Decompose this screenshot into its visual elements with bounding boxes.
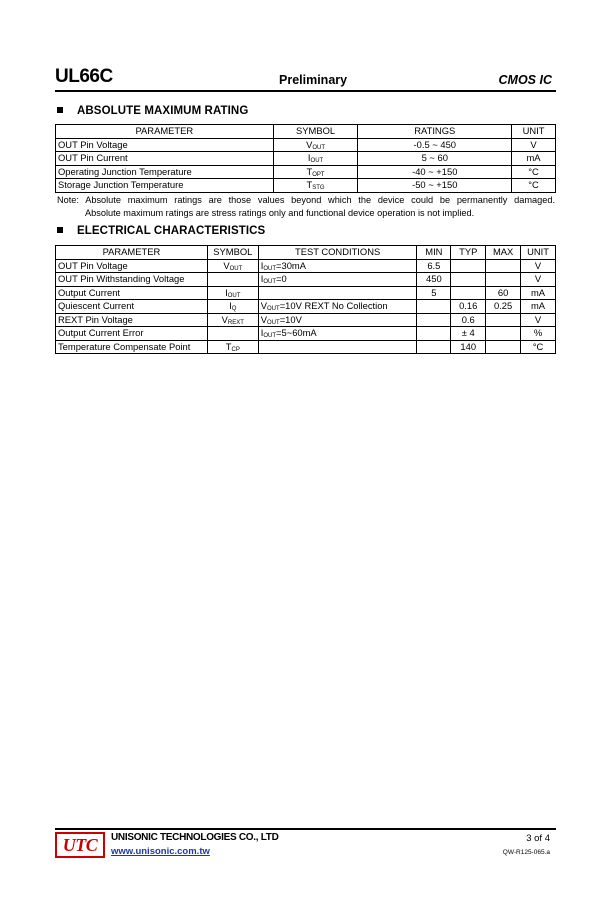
table-row xyxy=(56,300,556,314)
unit-cell: % xyxy=(521,327,556,341)
bullet-icon xyxy=(57,107,63,113)
unit-cell: mA xyxy=(521,300,556,314)
min-cell xyxy=(417,313,451,327)
symbol-cell xyxy=(207,286,258,300)
company-name: UNISONIC TECHNOLOGIES CO., LTD xyxy=(111,832,279,843)
column-header: SYMBOL xyxy=(273,125,358,139)
abs-max-table xyxy=(55,124,556,193)
symbol-subscript: CP xyxy=(231,346,240,353)
document-code: QW-R125-065.a xyxy=(502,849,550,856)
condition-value: =0 xyxy=(276,273,287,285)
condition-subscript: OUT xyxy=(267,306,280,313)
logo-text: UTC xyxy=(62,834,98,855)
abs-max-heading xyxy=(57,105,248,117)
min-cell: 6.5 xyxy=(417,259,451,273)
symbol-letter: I xyxy=(225,286,228,298)
condition-symbol: V xyxy=(260,300,268,312)
page-footer xyxy=(55,828,556,862)
table-row xyxy=(56,138,556,152)
typ-cell: 0.6 xyxy=(451,313,486,327)
page-header xyxy=(55,66,556,92)
symbol-subscript: OUT xyxy=(229,265,243,272)
table-row xyxy=(56,313,556,327)
column-header: PARAMETER xyxy=(56,125,274,139)
max-cell: 0.25 xyxy=(486,300,521,314)
condition-value: =10V xyxy=(279,313,302,325)
symbol-cell xyxy=(207,313,258,327)
column-header: PARAMETER xyxy=(56,246,208,260)
typ-cell xyxy=(451,286,486,300)
table-row xyxy=(56,179,556,193)
symbol-letter: V xyxy=(223,259,230,271)
unit-cell: mA xyxy=(512,152,556,166)
parameter-cell: Temperature Compensate Point xyxy=(56,340,208,354)
column-header: RATINGS xyxy=(358,125,512,139)
condition-symbol: I xyxy=(260,259,264,271)
rating-cell: -40 ~ +150 xyxy=(358,165,512,179)
test-condition-cell xyxy=(258,286,417,300)
part-number: UL66C xyxy=(55,66,113,87)
max-cell xyxy=(486,340,521,354)
note-line: Absolute maximum ratings are stress ratings only and functional device operation is not implied. xyxy=(85,208,475,218)
table-row xyxy=(56,327,556,341)
min-cell xyxy=(417,340,451,354)
header-divider xyxy=(55,90,556,92)
typ-cell xyxy=(451,273,486,287)
column-header: TEST CONDITIONS xyxy=(258,246,417,260)
condition-subscript: OUT xyxy=(267,319,280,326)
min-cell xyxy=(417,300,451,314)
table-header-row xyxy=(56,246,556,260)
unit-cell: V xyxy=(521,259,556,273)
table-row xyxy=(56,259,556,273)
test-condition-cell xyxy=(258,327,417,341)
symbol-subscript: OUT xyxy=(312,144,326,151)
unit-cell: mA xyxy=(521,286,556,300)
parameter-cell: Output Current xyxy=(56,286,208,300)
symbol-letter: T xyxy=(306,179,313,191)
test-condition-cell xyxy=(258,340,417,354)
parameter-cell: OUT Pin Voltage xyxy=(56,259,208,273)
table-row xyxy=(56,165,556,179)
test-condition-cell xyxy=(258,300,417,314)
symbol-letter: I xyxy=(307,152,311,164)
symbol-letter: V xyxy=(306,138,313,150)
max-cell xyxy=(486,313,521,327)
condition-value: =30mA xyxy=(276,259,306,271)
max-cell xyxy=(486,273,521,287)
abs-max-note xyxy=(57,194,555,220)
symbol-cell xyxy=(207,259,258,273)
symbol-subscript: Q xyxy=(231,306,237,313)
website-link[interactable]: www.unisonic.com.tw xyxy=(111,846,210,857)
symbol-cell xyxy=(207,327,258,341)
page-number: 3 of 4 xyxy=(526,833,550,844)
symbol-cell xyxy=(273,165,358,179)
min-cell: 5 xyxy=(417,286,451,300)
column-header: UNIT xyxy=(512,125,556,139)
min-cell xyxy=(417,327,451,341)
condition-subscript: OUT xyxy=(263,265,277,272)
symbol-cell xyxy=(273,152,358,166)
condition-symbol: I xyxy=(260,273,264,285)
test-condition-cell xyxy=(258,259,417,273)
max-cell: 60 xyxy=(486,286,521,300)
table-row xyxy=(56,286,556,300)
typ-cell: 140 xyxy=(451,340,486,354)
rating-cell: -0.5 ~ 450 xyxy=(358,138,512,152)
symbol-cell xyxy=(273,179,358,193)
column-header: MAX xyxy=(486,246,521,260)
footer-divider xyxy=(55,828,556,830)
document-status: Preliminary xyxy=(279,73,348,87)
elec-char-title: ELECTRICAL CHARACTERISTICS xyxy=(77,225,266,237)
table-header-row xyxy=(56,125,556,139)
unit-cell: V xyxy=(521,313,556,327)
test-condition-cell xyxy=(258,273,417,287)
test-condition-cell xyxy=(258,313,417,327)
symbol-letter: T xyxy=(306,165,313,177)
abs-max-title: ABSOLUTE MAXIMUM RATING xyxy=(77,105,249,117)
parameter-cell: Operating Junction Temperature xyxy=(56,165,274,179)
unit-cell: °C xyxy=(512,179,556,193)
table-row xyxy=(56,340,556,354)
rating-cell: 5 ~ 60 xyxy=(358,152,512,166)
parameter-cell: OUT Pin Current xyxy=(56,152,274,166)
max-cell xyxy=(486,327,521,341)
condition-subscript: OUT xyxy=(263,279,277,286)
table-row xyxy=(56,273,556,287)
symbol-cell xyxy=(207,300,258,314)
product-category: CMOS IC xyxy=(498,73,552,87)
symbol-subscript: REXT xyxy=(227,319,244,326)
min-cell: 450 xyxy=(417,273,451,287)
symbol-subscript: OUT xyxy=(310,158,324,165)
condition-value: =10V REXT No Collection xyxy=(279,300,388,312)
symbol-cell xyxy=(207,273,258,287)
note-line: Note: Absolute maximum ratings are those values beyond which the device could be permanently damaged. xyxy=(57,195,555,205)
parameter-cell: Storage Junction Temperature xyxy=(56,179,274,193)
condition-value: =5~60mA xyxy=(276,327,317,339)
symbol-letter: V xyxy=(221,313,228,325)
parameter-cell: Quiescent Current xyxy=(56,300,208,314)
symbol-letter: I xyxy=(229,300,232,312)
max-cell xyxy=(486,259,521,273)
condition-symbol: V xyxy=(260,313,268,325)
utc-logo xyxy=(55,832,105,858)
symbol-cell xyxy=(207,340,258,354)
column-header: MIN xyxy=(417,246,451,260)
symbol-subscript: STG xyxy=(312,185,325,192)
parameter-cell: REXT Pin Voltage xyxy=(56,313,208,327)
condition-symbol: I xyxy=(260,327,264,339)
typ-cell xyxy=(451,259,486,273)
bullet-icon xyxy=(57,227,63,233)
symbol-letter: T xyxy=(225,340,232,352)
typ-cell: 0.16 xyxy=(451,300,486,314)
symbol-subscript: OPT xyxy=(312,171,325,178)
symbol-cell xyxy=(273,138,358,152)
symbol-subscript: OUT xyxy=(227,292,241,299)
table-row xyxy=(56,152,556,166)
parameter-cell: OUT Pin Withstanding Voltage xyxy=(56,273,208,287)
elec-char-table xyxy=(55,245,556,354)
unit-cell: V xyxy=(512,138,556,152)
column-header: TYP xyxy=(451,246,486,260)
condition-subscript: OUT xyxy=(263,333,277,340)
parameter-cell: OUT Pin Voltage xyxy=(56,138,274,152)
unit-cell: °C xyxy=(512,165,556,179)
column-header: UNIT xyxy=(521,246,556,260)
rating-cell: -50 ~ +150 xyxy=(358,179,512,193)
typ-cell: ± 4 xyxy=(451,327,486,341)
column-header: SYMBOL xyxy=(207,246,258,260)
unit-cell: V xyxy=(521,273,556,287)
unit-cell: °C xyxy=(521,340,556,354)
parameter-cell: Output Current Error xyxy=(56,327,208,341)
elec-char-heading xyxy=(57,225,265,237)
